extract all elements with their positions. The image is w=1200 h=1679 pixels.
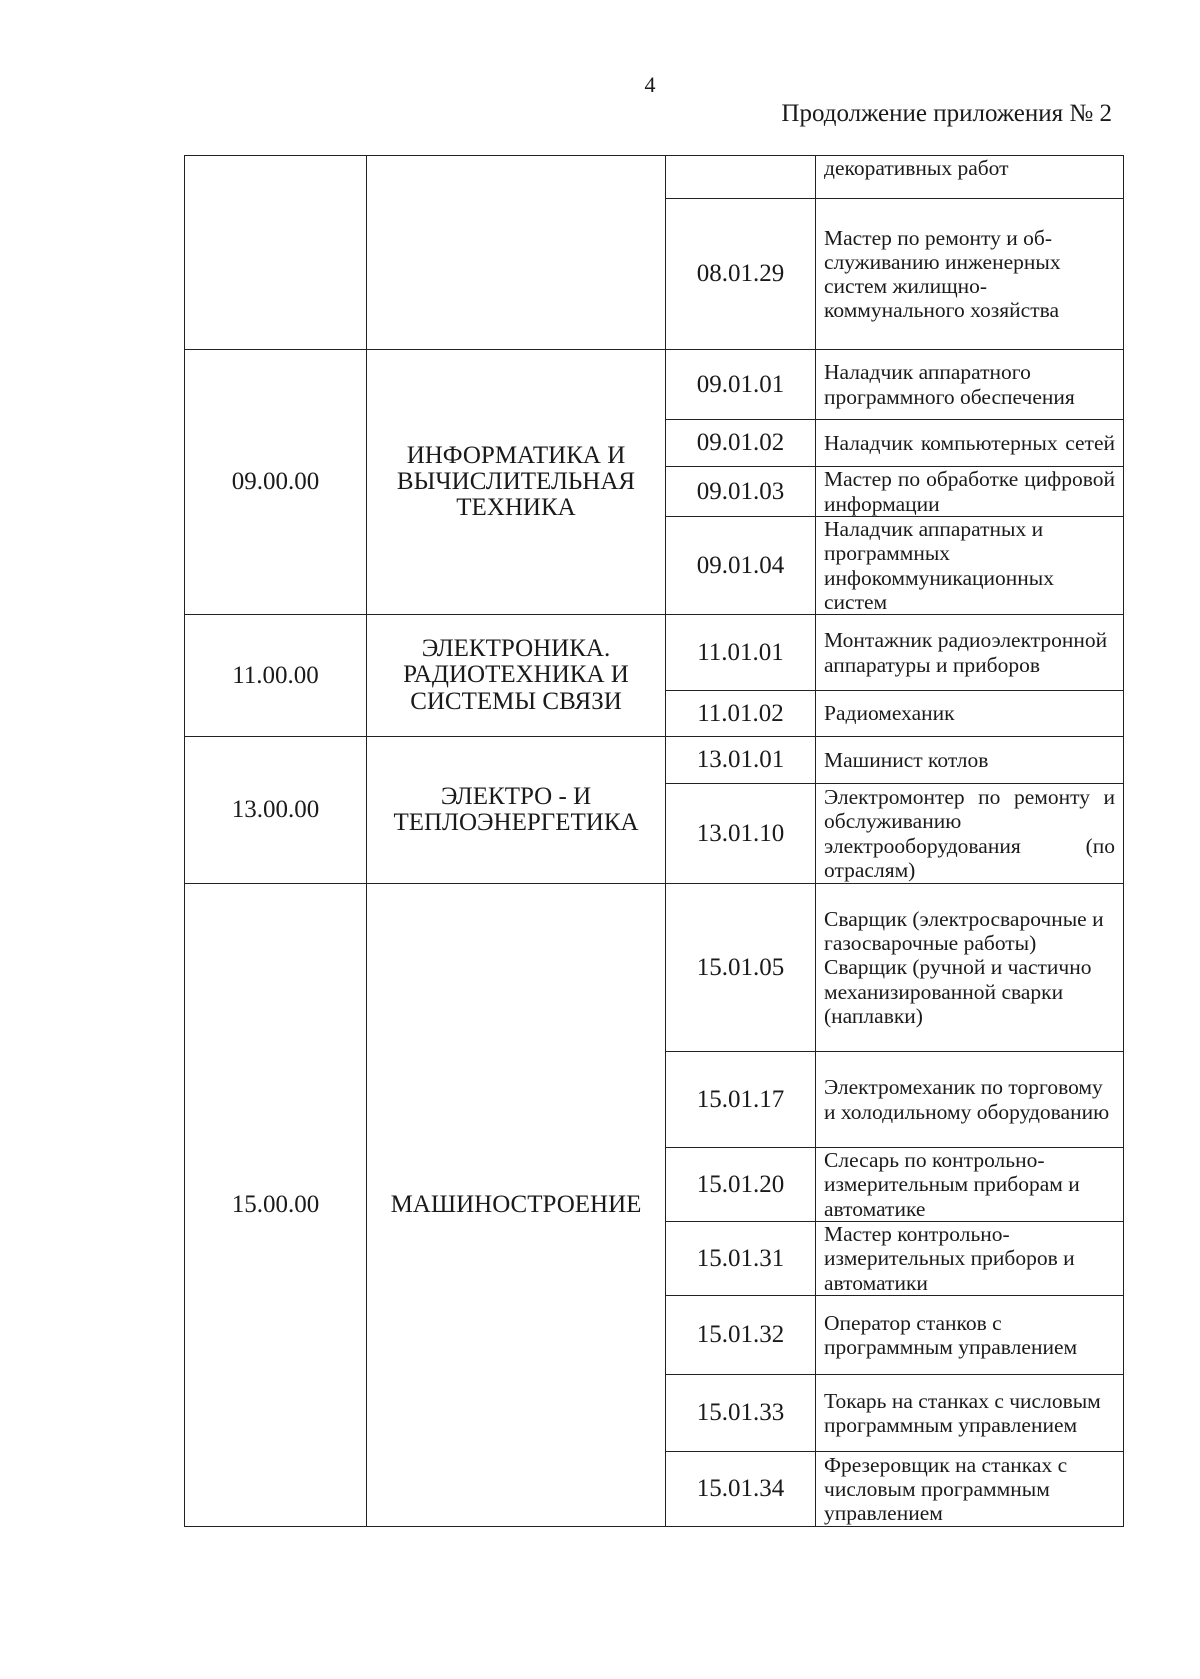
profession-code: 09.01.01 — [666, 350, 816, 420]
profession-code: 09.01.04 — [666, 517, 816, 615]
profession-name: Электромеханик по торговому и холодильному оборудованию — [816, 1052, 1124, 1148]
profession-name: Машинист котлов — [816, 737, 1124, 784]
profession-name: Наладчик аппаратного программного обеспечения — [816, 350, 1124, 420]
profession-name: Оператор станков с программным управлением — [816, 1296, 1124, 1375]
profession-code: 08.01.29 — [666, 199, 816, 350]
group-code: 11.00.00 — [185, 615, 367, 737]
group-name-cell — [367, 156, 666, 350]
profession-name: Мастер контрольно-измерительных приборов и автоматики — [816, 1222, 1124, 1296]
group-code-cell — [185, 156, 367, 350]
profession-code: 11.01.02 — [666, 691, 816, 737]
profession-code: 15.01.34 — [666, 1452, 816, 1527]
profession-name: Наладчик компьютерных сетей — [816, 420, 1124, 467]
profession-name: Наладчик аппаратных и программных инфокоммуникационных систем — [816, 517, 1124, 615]
profession-name: Электромонтер по ремонту и обслуживанию электрооборудования (по отраслям) — [816, 784, 1124, 884]
profession-code: 13.01.10 — [666, 784, 816, 884]
profession-code: 09.01.02 — [666, 420, 816, 467]
profession-name: Фрезеровщик на станках с числовым программным управлением — [816, 1452, 1124, 1527]
profession-code-cell — [666, 156, 816, 199]
page-caption: Продолжение приложения № 2 — [781, 100, 1112, 127]
profession-code: 15.01.33 — [666, 1375, 816, 1452]
table-row — [185, 615, 1124, 691]
professions-table — [184, 155, 1124, 1527]
profession-code: 15.01.05 — [666, 884, 816, 1052]
profession-name: Токарь на станках с числовым программным управлением — [816, 1375, 1124, 1452]
profession-code: 13.01.01 — [666, 737, 816, 784]
profession-code: 15.01.17 — [666, 1052, 816, 1148]
table-row — [185, 737, 1124, 784]
profession-name: Мастер по обработке цифровой информации — [816, 467, 1124, 517]
table-row — [185, 156, 1124, 199]
profession-code: 15.01.20 — [666, 1148, 816, 1222]
profession-code: 11.01.01 — [666, 615, 816, 691]
profession-code: 15.01.32 — [666, 1296, 816, 1375]
profession-name: Монтажник радиоэлектронной аппаратуры и приборов — [816, 615, 1124, 691]
group-code: 15.00.00 — [185, 884, 367, 1527]
group-name: ЭЛЕКТРОНИКА. РАДИОТЕХНИКА И СИСТЕМЫ СВЯЗИ — [367, 615, 666, 737]
profession-name: декоративных работ — [816, 156, 1124, 199]
table-row — [185, 884, 1124, 1052]
profession-code: 09.01.03 — [666, 467, 816, 517]
group-name: ИНФОРМАТИКА И ВЫЧИСЛИТЕЛЬНАЯ ТЕХНИКА — [367, 350, 666, 615]
profession-name: Сварщик (электросварочные и газосварочные работы) Сварщик (ручной и частично механизированной сварки (наплавки) — [816, 884, 1124, 1052]
group-code: 09.00.00 — [185, 350, 367, 615]
group-name: ЭЛЕКТРО - И ТЕПЛОЭНЕРГЕТИКА — [367, 737, 666, 884]
group-code: 13.00.00 — [185, 737, 367, 884]
profession-name: Мастер по ремонту и об-служиванию инженерных систем жилищно-коммунального хозяйства — [816, 199, 1124, 350]
profession-name: Слесарь по контрольно-измерительным приборам и автоматике — [816, 1148, 1124, 1222]
profession-code: 15.01.31 — [666, 1222, 816, 1296]
page-number: 4 — [644, 72, 656, 97]
group-name: МАШИНОСТРОЕНИЕ — [367, 884, 666, 1527]
table-row — [185, 350, 1124, 420]
profession-name: Радиомеханик — [816, 691, 1124, 737]
